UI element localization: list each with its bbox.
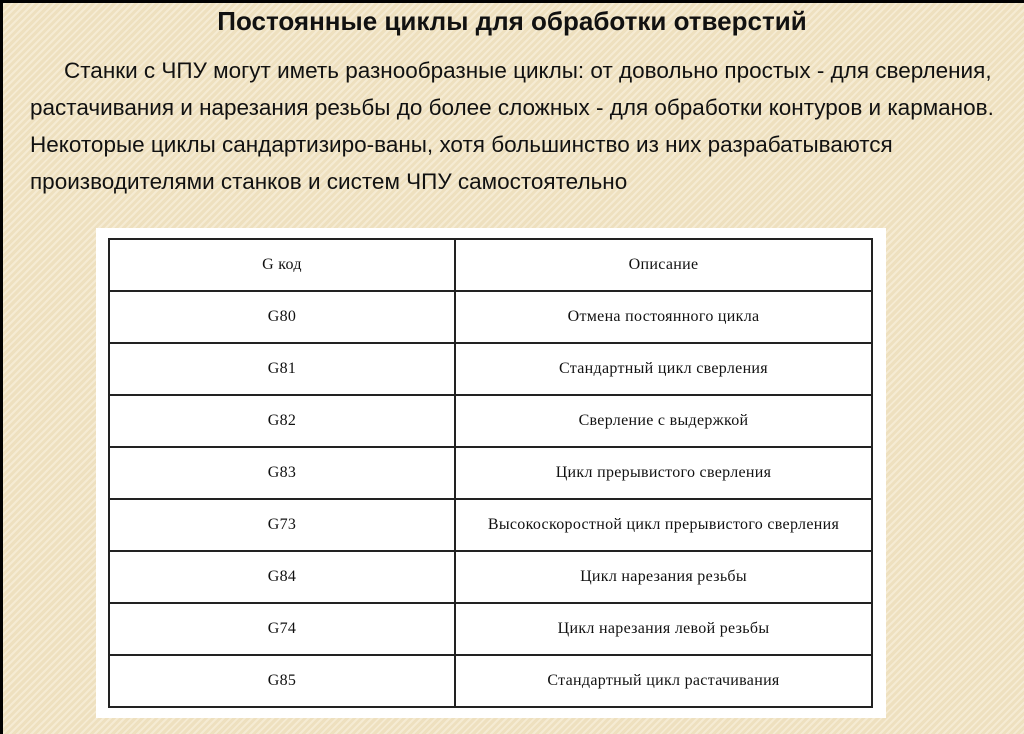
g-code-table-panel <box>96 228 886 718</box>
table-row <box>109 499 872 551</box>
description-cell: Цикл нарезания резьбы <box>455 551 872 603</box>
g-code-cell: G74 <box>109 603 455 655</box>
slide-border-top <box>0 0 1024 3</box>
table-row <box>109 291 872 343</box>
description-cell: Стандартный цикл сверления <box>455 343 872 395</box>
table-row <box>109 655 872 707</box>
description-cell: Цикл нарезания левой резьбы <box>455 603 872 655</box>
description-cell: Отмена постоянного цикла <box>455 291 872 343</box>
g-code-cell: G85 <box>109 655 455 707</box>
slide-title: Постоянные циклы для обработки отверстий <box>217 6 807 36</box>
g-code-cell: G81 <box>109 343 455 395</box>
description-cell: Сверление с выдержкой <box>455 395 872 447</box>
g-code-cell: G73 <box>109 499 455 551</box>
table-header-row <box>109 239 872 291</box>
table-row <box>109 343 872 395</box>
g-code-table <box>108 238 873 708</box>
table-row <box>109 447 872 499</box>
g-code-cell: G80 <box>109 291 455 343</box>
header-description: Описание <box>455 239 872 291</box>
header-g-code: G код <box>109 239 455 291</box>
g-code-cell: G82 <box>109 395 455 447</box>
slide-border-left <box>0 0 3 734</box>
description-cell: Стандартный цикл растачивания <box>455 655 872 707</box>
g-code-cell: G84 <box>109 551 455 603</box>
g-code-cell: G83 <box>109 447 455 499</box>
intro-paragraph: Станки с ЧПУ могут иметь разнообразные циклы: от довольно простых - для сверления, растачивания и нарезания резьбы до более сложных - для обработки контуров и карманов. Некоторые циклы сандартизиро-ваны, хотя большинство из них разрабатываются производителями станков и систем ЧПУ самостоятельно <box>30 58 994 194</box>
table-row <box>109 551 872 603</box>
table-row <box>109 395 872 447</box>
table-row <box>109 603 872 655</box>
description-cell: Цикл прерывистого сверления <box>455 447 872 499</box>
description-cell: Высокоскоростной цикл прерывистого сверления <box>455 499 872 551</box>
